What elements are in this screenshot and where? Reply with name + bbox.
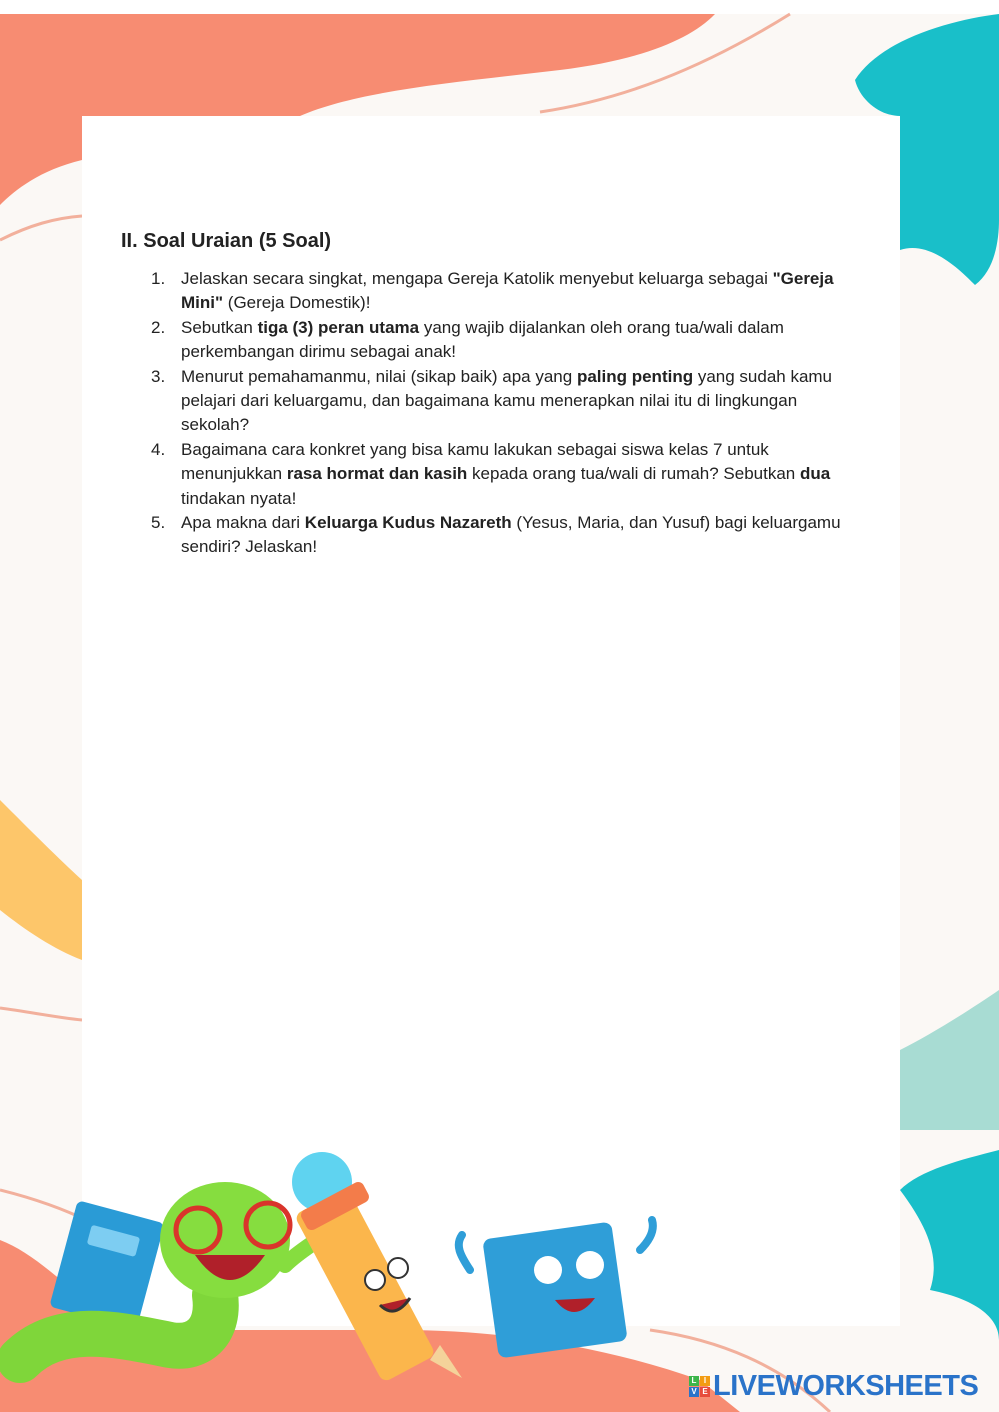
question-emphasis: rasa hormat dan kasih bbox=[286, 464, 468, 484]
blue-book-right-icon bbox=[459, 1220, 653, 1358]
question-text bbox=[181, 440, 830, 508]
question-fragment: yang wajib dijalankan oleh orang tua/wali dalam perkembangan dirimu sebagai anak! bbox=[181, 317, 784, 362]
question-list bbox=[120, 267, 860, 560]
question-number: 4. bbox=[151, 439, 166, 459]
mascot-illustration bbox=[0, 1130, 700, 1412]
brand-name: LIVEWORKSHEETS bbox=[713, 1370, 979, 1402]
question-text bbox=[181, 318, 784, 361]
question-number: 2. bbox=[151, 317, 166, 337]
question-number: 1. bbox=[151, 269, 166, 288]
question-emphasis: dua bbox=[799, 464, 831, 484]
question-fragment: Jelaskan secara singkat, mengapa Gereja Katolik menyebut keluarga sebagai bbox=[181, 269, 773, 288]
question-item bbox=[120, 511, 860, 560]
section-heading: II. Soal Uraian (5 Soal) bbox=[121, 230, 332, 252]
question-fragment: Menurut pemahamanmu, nilai (sikap baik) apa yang bbox=[181, 366, 577, 386]
yellow-shape-left bbox=[0, 800, 82, 960]
question-item bbox=[120, 267, 860, 316]
question-text bbox=[181, 513, 841, 556]
question-text bbox=[181, 367, 832, 435]
question-fragment: tindakan nyata! bbox=[181, 488, 297, 508]
question-item bbox=[120, 438, 860, 511]
question-number: 5. bbox=[151, 513, 166, 533]
question-emphasis: "Gereja Mini" bbox=[181, 269, 834, 313]
question-text bbox=[181, 269, 834, 312]
question-emphasis: paling penting bbox=[576, 366, 694, 386]
question-fragment: Apa makna dari bbox=[181, 513, 305, 533]
question-fragment: kepada orang tua/wali di rumah? Sebutkan bbox=[467, 464, 800, 484]
liveworksheets-brand bbox=[689, 1370, 978, 1403]
question-item bbox=[120, 316, 860, 365]
question-fragment: (Gereja Domestik)! bbox=[223, 293, 371, 313]
question-fragment: yang sudah kamu pelajari dari keluargamu, dan bagaimana kamu menerapkan nilai itu di lingkungan sekolah? bbox=[181, 366, 833, 435]
teal-blob-bottom bbox=[900, 1150, 999, 1340]
question-fragment: Bagaimana cara konkret yang bisa kamu lakukan sebagai siswa kelas 7 untuk menunjukkan bbox=[181, 439, 769, 484]
liveworksheets-logo-icon: L I V E bbox=[689, 1376, 710, 1397]
question-fragment: Sebutkan bbox=[181, 317, 258, 337]
question-number: 3. bbox=[151, 366, 166, 386]
question-emphasis: tiga (3) peran utama bbox=[257, 317, 420, 337]
blue-book-left-icon bbox=[49, 1200, 164, 1330]
question-fragment: (Yesus, Maria, dan Yusuf) bagi keluargamu sendiri? Jelaskan! bbox=[181, 513, 841, 557]
question-emphasis: Keluarga Kudus Nazareth bbox=[304, 513, 512, 533]
question-item bbox=[120, 365, 860, 438]
pencil-icon bbox=[292, 1152, 462, 1383]
mint-shape-right bbox=[900, 990, 999, 1130]
